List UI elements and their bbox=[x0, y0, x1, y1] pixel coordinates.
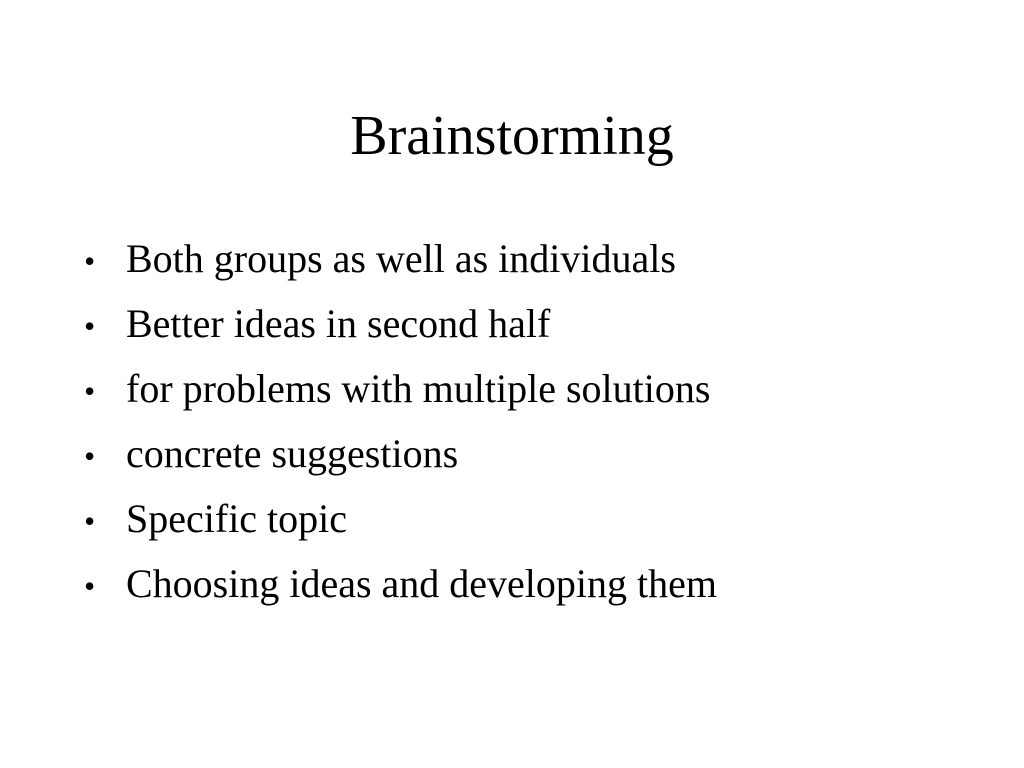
list-item bbox=[84, 356, 964, 421]
bullet-text: Better ideas in second half bbox=[126, 301, 551, 346]
bullet-icon: • bbox=[84, 308, 96, 344]
list-item bbox=[84, 291, 964, 356]
bullet-icon: • bbox=[84, 438, 96, 474]
list-item bbox=[84, 226, 964, 291]
bullet-icon: • bbox=[84, 568, 96, 604]
bullet-list bbox=[84, 226, 964, 616]
bullet-icon: • bbox=[84, 373, 96, 409]
bullet-text: for problems with multiple solutions bbox=[126, 366, 711, 411]
list-item bbox=[84, 551, 964, 616]
bullet-text: Choosing ideas and developing them bbox=[126, 561, 718, 606]
list-item bbox=[84, 486, 964, 551]
bullet-text: Specific topic bbox=[126, 496, 348, 541]
bullet-text: Both groups as well as individuals bbox=[126, 236, 676, 281]
bullet-text: concrete suggestions bbox=[126, 431, 459, 476]
slide-title: Brainstorming bbox=[350, 105, 674, 167]
list-item bbox=[84, 421, 964, 486]
bullet-icon: • bbox=[84, 243, 96, 279]
bullet-icon: • bbox=[84, 503, 96, 539]
